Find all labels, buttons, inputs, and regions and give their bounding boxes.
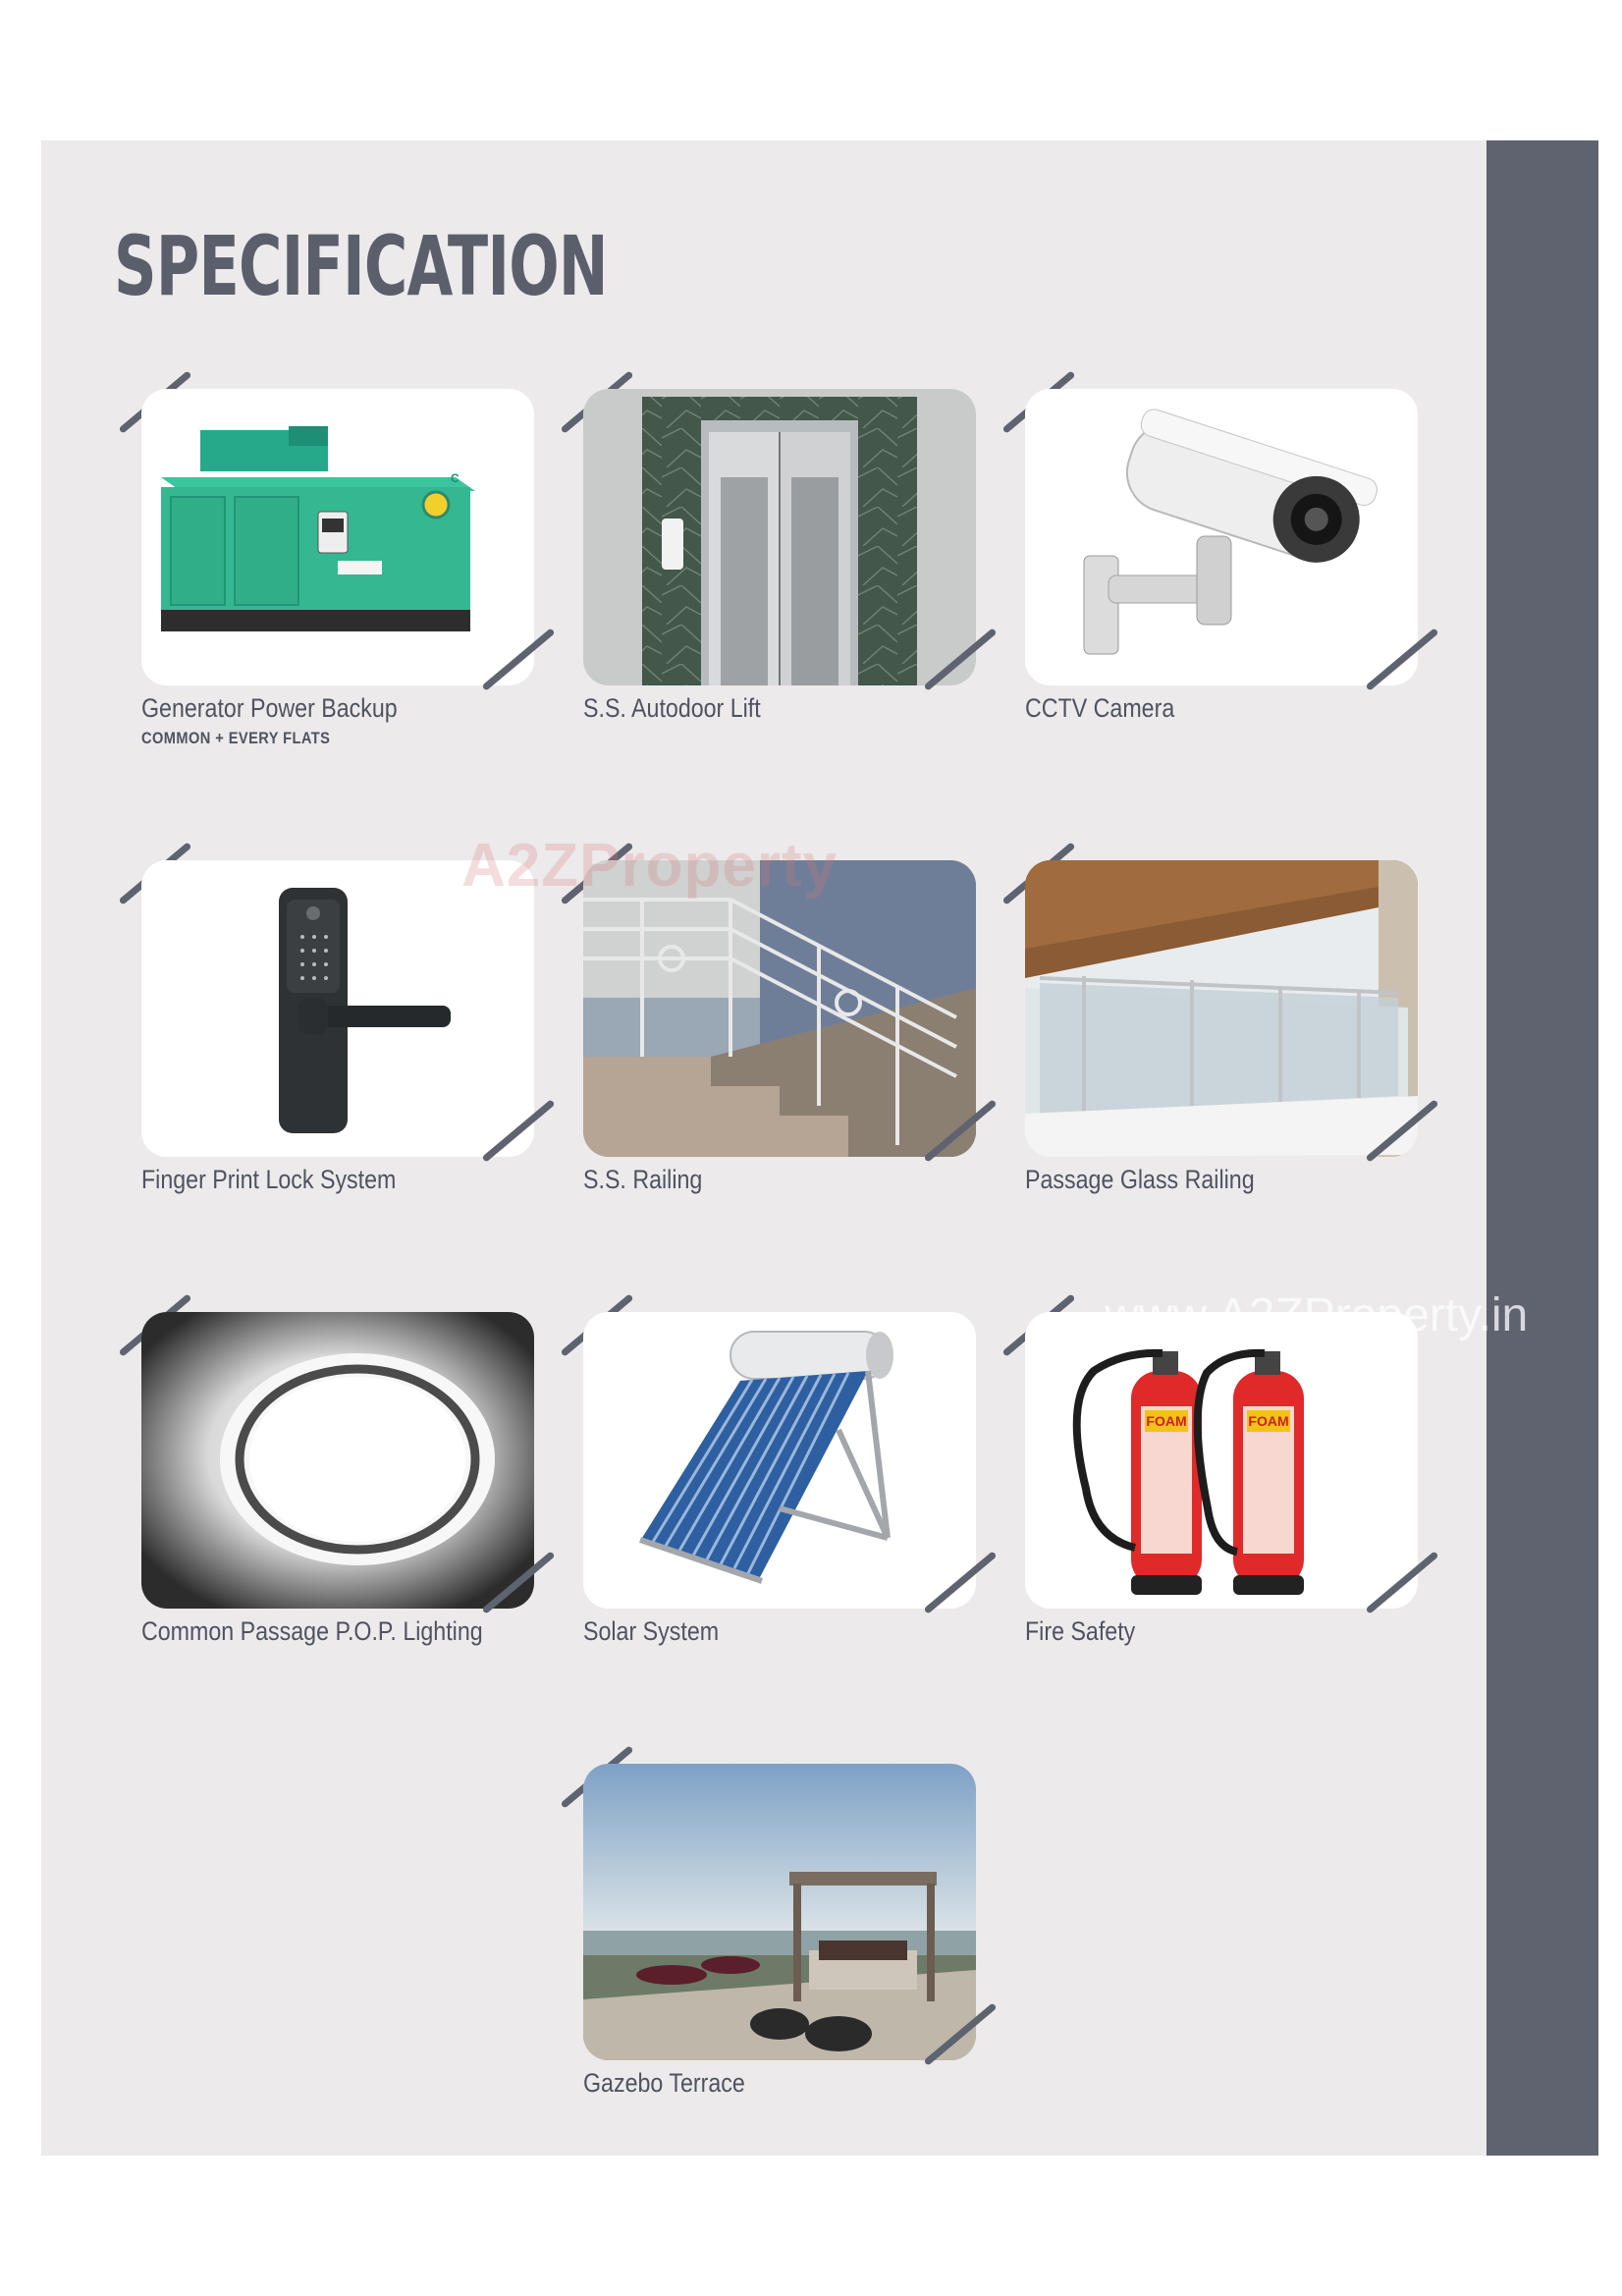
logo-watermark: A2ZProperty xyxy=(461,832,838,900)
spec-card-lift xyxy=(583,389,976,685)
railing-icon xyxy=(583,860,976,1157)
url-watermark: www.A2ZProperty.in xyxy=(1105,1289,1529,1341)
gazebo-icon xyxy=(583,1764,976,2060)
side-bar xyxy=(1487,140,1598,2156)
generator-icon xyxy=(141,389,534,685)
ceiling-light-icon xyxy=(141,1312,534,1609)
spec-card-solar xyxy=(583,1312,976,1609)
svg-text:C: C xyxy=(451,471,460,485)
fire-extinguisher-icon xyxy=(1025,1312,1418,1609)
spec-sublabel: COMMON + EVERY FLATS xyxy=(141,729,331,747)
page-title: SPECIFICATION xyxy=(114,218,608,314)
spec-card-railing xyxy=(583,860,976,1157)
spec-card-fingerprint-lock xyxy=(141,860,534,1157)
spec-label: Passage Glass Railing xyxy=(1025,1165,1255,1194)
spec-card-fire-safety xyxy=(1025,1312,1418,1609)
lift-icon xyxy=(583,389,976,685)
spec-label: S.S. Autodoor Lift xyxy=(583,693,761,723)
spec-card-pop-lighting xyxy=(141,1312,534,1609)
solar-heater-icon xyxy=(583,1312,976,1609)
fingerprint-lock-icon xyxy=(141,860,534,1157)
spec-card-generator xyxy=(141,389,534,685)
glass-railing-icon xyxy=(1025,860,1418,1157)
svg-text:FOAM: FOAM xyxy=(1248,1413,1289,1429)
spec-label: Finger Print Lock System xyxy=(141,1165,397,1194)
spec-label: S.S. Railing xyxy=(583,1165,703,1194)
spec-label: Generator Power Backup xyxy=(141,693,398,723)
spec-label: CCTV Camera xyxy=(1025,693,1175,723)
spec-label: Common Passage P.O.P. Lighting xyxy=(141,1616,483,1646)
svg-text:FOAM: FOAM xyxy=(1146,1413,1187,1429)
spec-label: Gazebo Terrace xyxy=(583,2068,745,2098)
spec-card-gazebo xyxy=(583,1764,976,2060)
cctv-camera-icon xyxy=(1025,389,1418,685)
spec-card-glass-railing xyxy=(1025,860,1418,1157)
spec-label: Fire Safety xyxy=(1025,1616,1136,1646)
spec-label: Solar System xyxy=(583,1616,720,1646)
spec-card-cctv xyxy=(1025,389,1418,685)
